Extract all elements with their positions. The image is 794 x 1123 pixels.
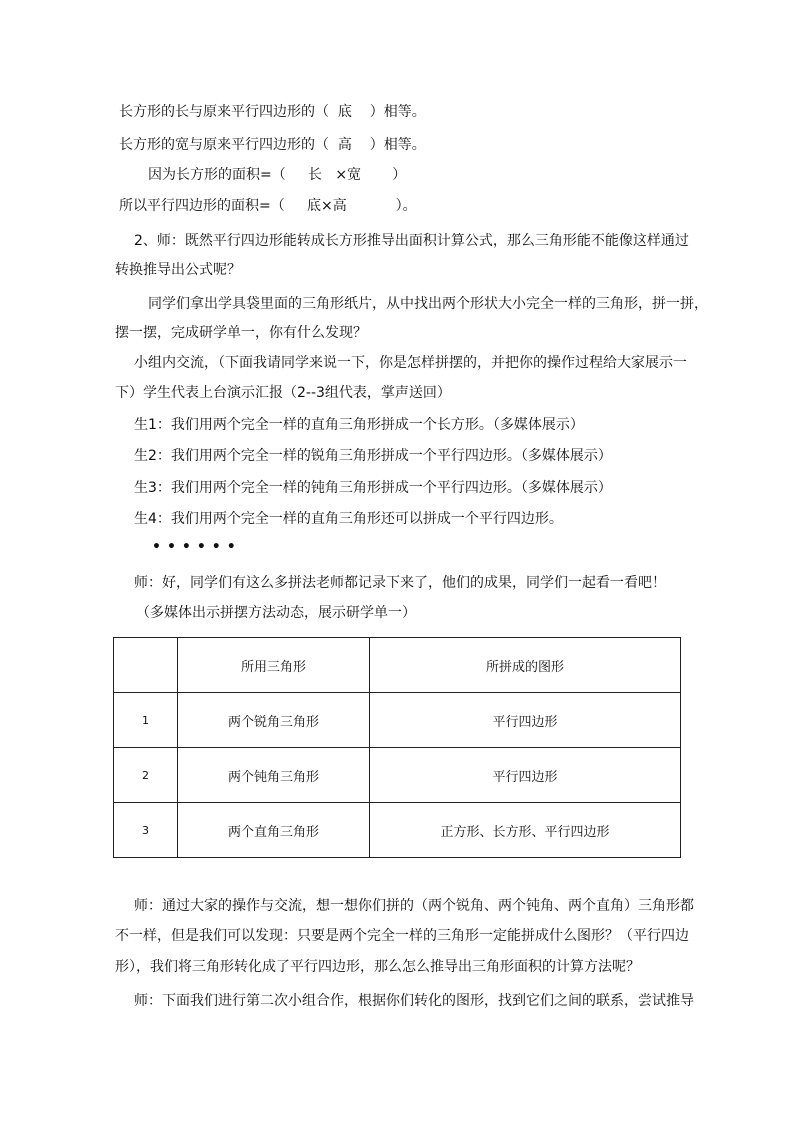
text-line-18: 不一样，但是我们可以发现：只要是两个完全一样的三角形一定能拼成什么图形？（平行四边 — [115, 928, 689, 944]
table-header-row — [114, 638, 681, 693]
table-cell: 两个直角三角形 — [178, 803, 370, 858]
text-line-11: 生1：我们用两个完全一样的直角三角形拼成一个长方形。（多媒体展示） — [134, 417, 584, 433]
table-cell: 平行四边形 — [370, 748, 681, 803]
table-row — [114, 803, 681, 858]
text-line-2: 长方形的宽与原来平行四边形的（ 高 ）相等。 — [119, 137, 426, 153]
table-row — [114, 748, 681, 803]
table-cell: 平行四边形 — [370, 693, 681, 748]
table-header-cell — [114, 638, 178, 693]
text-line-3: 因为长方形的面积=（ 长 ×宽 ） — [148, 167, 407, 183]
text-line-15: 师：好，同学们有这么多拼法老师都记录下来了，他们的成果，同学们一起看一看吧！ — [134, 575, 666, 591]
text-line-14: 生4：我们用两个完全一样的直角三角形还可以拼成一个平行四边形。 — [134, 511, 563, 527]
text-line-7: 同学们拿出学具袋里面的三角形纸片，从中找出两个形状大小完全一样的三角形，拼一拼， — [148, 296, 708, 312]
table-cell: 正方形、长方形、平行四边形 — [370, 803, 681, 858]
text-line-6: 转换推导出公式呢？ — [115, 262, 241, 278]
text-line-1: 长方形的长与原来平行四边形的（ 底 ）相等。 — [119, 104, 426, 120]
text-line-20: 师：下面我们进行第二次小组合作，根据你们转化的图形，找到它们之间的联系，尝试推导 — [134, 993, 694, 1009]
table-cell: 两个钝角三角形 — [178, 748, 370, 803]
table-cell-index: 1 — [114, 693, 178, 748]
text-line-17: 师：通过大家的操作与交流，想一想你们拼的（两个锐角、两个钝角、两个直角）三角形都 — [134, 898, 694, 914]
table-cell-index: 2 — [114, 748, 178, 803]
table-cell-index: 3 — [114, 803, 178, 858]
text-line-8: 摆一摆，完成研学单一，你有什么发现？ — [115, 325, 367, 341]
table-row — [114, 693, 681, 748]
text-line-12: 生2：我们用两个完全一样的锐角三角形拼成一个平行四边形。（多媒体展示） — [134, 448, 612, 464]
text-line-9: 小组内交流，（下面我请同学来说一下，你是怎样拼摆的，并把你的操作过程给大家展示一 — [134, 355, 687, 371]
research-sheet-table — [113, 637, 681, 858]
text-line-4: 所以平行四边形的面积=（ 底×高 ）。 — [119, 198, 417, 214]
text-line-10: 下）学生代表上台演示汇报（2--3组代表，掌声送回） — [115, 385, 451, 401]
text-line-5: 2、师：既然平行四边形能转成长方形推导出面积计算公式，那么三角形能不能像这样通过 — [134, 233, 689, 249]
ellipsis-dots: •••••• — [152, 539, 242, 555]
table-cell: 两个锐角三角形 — [178, 693, 370, 748]
table-header-cell: 所拼成的图形 — [370, 638, 681, 693]
text-line-19: 形），我们将三角形转化成了平行四边形，那么怎么推导出三角形面积的计算方法呢？ — [115, 959, 640, 975]
table-header-cell: 所用三角形 — [178, 638, 370, 693]
text-line-13: 生3：我们用两个完全一样的钝角三角形拼成一个平行四边形。（多媒体展示） — [134, 480, 612, 496]
text-line-16: （多媒体出示拼摆方法动态，展示研学单一） — [136, 605, 416, 621]
